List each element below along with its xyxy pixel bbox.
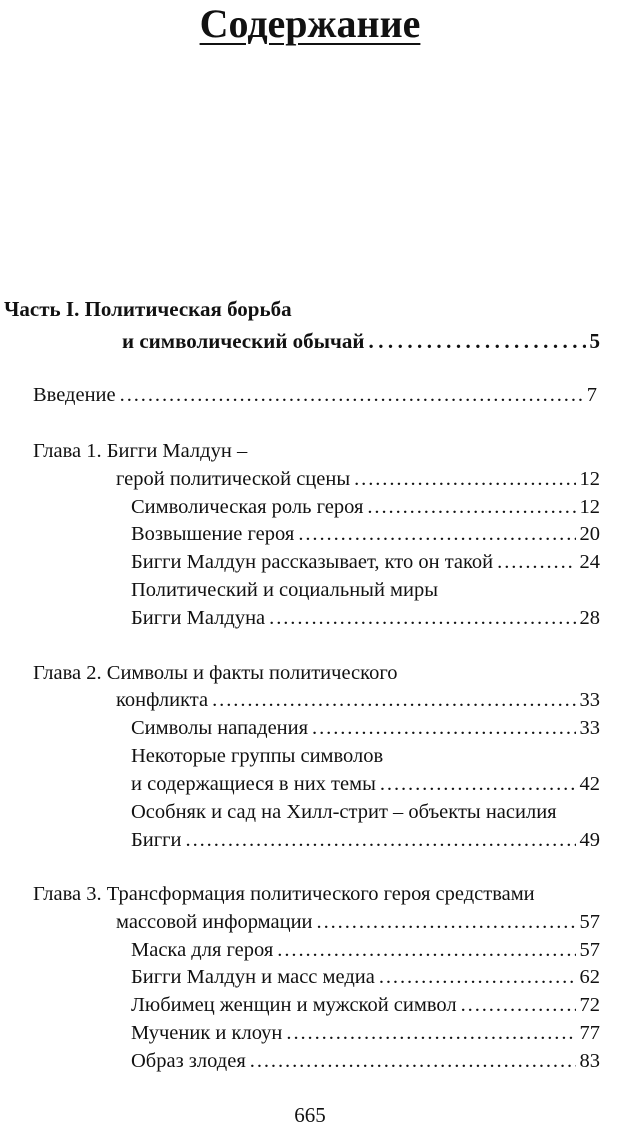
toc-entry-text: конфликта [116,689,209,711]
page-title: Содержание [199,1,421,46]
toc-entry-text: и символический обычай [122,329,365,353]
toc-entry-section-heading [131,799,611,825]
dot-leader [354,466,575,492]
toc-entry-introduction [33,382,597,408]
page-number: 665 [294,1103,326,1127]
toc-entry-text: Особняк и сад на Хилл-стрит – объекты насилия [131,801,557,823]
toc-entry-text: Образ злодея [131,1050,246,1072]
dot-leader [369,328,586,354]
toc-entry-page: 57 [579,911,600,933]
toc-entry-page: 7 [586,384,597,406]
toc-entry-section [131,715,600,741]
dot-leader [250,1048,576,1074]
dot-leader [312,715,575,741]
toc-entry-section [131,494,600,520]
toc-entry-chapter-3 [116,909,600,935]
toc-entry-text: Бигги Малдун рассказывает, кто он такой [131,551,494,573]
dot-leader [497,549,575,575]
dot-leader [461,992,576,1018]
toc-entry-page: 42 [579,773,600,795]
toc-entry-text: массовой информации [116,911,313,933]
toc-entry-text: Бигги [131,829,182,851]
toc-entry-page: 12 [579,468,600,490]
toc-entry-text: Часть I. Политическая борьба [4,297,292,321]
toc-entry-chapter-2 [116,687,600,713]
toc-entry-page: 5 [589,329,600,353]
toc-entry-page: 72 [579,994,600,1016]
dot-leader [212,687,575,713]
toc-entry-text: Мученик и клоун [131,1022,283,1044]
dot-leader [286,1020,575,1046]
toc-entry-page: 12 [579,496,600,518]
toc-entry-page: 24 [579,551,600,573]
toc-entry-text: Глава 3. Трансформация политического героя средствами [33,883,535,905]
dot-leader [120,382,583,408]
toc-entry-part-1 [122,328,600,354]
toc-entry-page: 77 [579,1022,600,1044]
dot-leader [277,937,575,963]
toc-chapter-heading [33,881,608,907]
toc-entry-section [131,771,600,797]
dot-leader [186,827,576,853]
dot-leader [367,494,575,520]
toc-entry-section [131,549,600,575]
toc-entry-section [131,1048,600,1074]
toc-part-heading [4,296,574,322]
toc-entry-text: герой политической сцены [116,468,351,490]
toc-entry-page: 28 [579,607,600,629]
toc-entry-section [131,1020,600,1046]
dot-leader [317,909,576,935]
dot-leader [269,605,575,631]
toc-entry-text: Возвышение героя [131,523,295,545]
toc-entry-section [131,964,600,990]
toc-entry-page: 83 [579,1050,600,1072]
toc-entry-text: и содержащиеся в них темы [131,773,376,795]
toc-entry-text: Символы нападения [131,717,309,739]
toc-entry-page: 62 [579,966,600,988]
toc-entry-text: Бигги Малдун и масс медиа [131,966,375,988]
toc-entry-text: Любимец женщин и мужской символ [131,994,457,1016]
toc-entry-section [131,827,600,853]
toc-entry-text: Глава 2. Символы и факты политического [33,662,398,684]
toc-entry-chapter-1 [116,466,600,492]
toc-entry-text: Глава 1. Бигги Малдун – [33,440,248,462]
toc-entry-section-heading [131,577,600,603]
toc-entry-section-heading [131,743,600,769]
toc-entry-page: 33 [579,689,600,711]
toc-entry-text: Символическая роль героя [131,496,364,518]
toc-entry-page: 49 [579,829,600,851]
toc-entry-page: 20 [579,523,600,545]
toc-entry-page: 33 [579,717,600,739]
toc-entry-page: 57 [579,939,600,961]
toc-chapter-heading [33,660,593,686]
toc-entry-section [131,937,600,963]
toc-entry-section [131,605,600,631]
dot-leader [380,771,576,797]
toc-chapter-heading [33,438,593,464]
toc-entry-text: Политический и социальный миры [131,579,439,601]
toc-entry-text: Введение [33,384,116,406]
toc-entry-text: Маска для героя [131,939,274,961]
toc-entry-section [131,992,600,1018]
toc-entry-text: Бигги Малдуна [131,607,266,629]
dot-leader [298,521,575,547]
toc-entry-section [131,521,600,547]
dot-leader [379,964,576,990]
toc-entry-text: Некоторые группы символов [131,745,384,767]
